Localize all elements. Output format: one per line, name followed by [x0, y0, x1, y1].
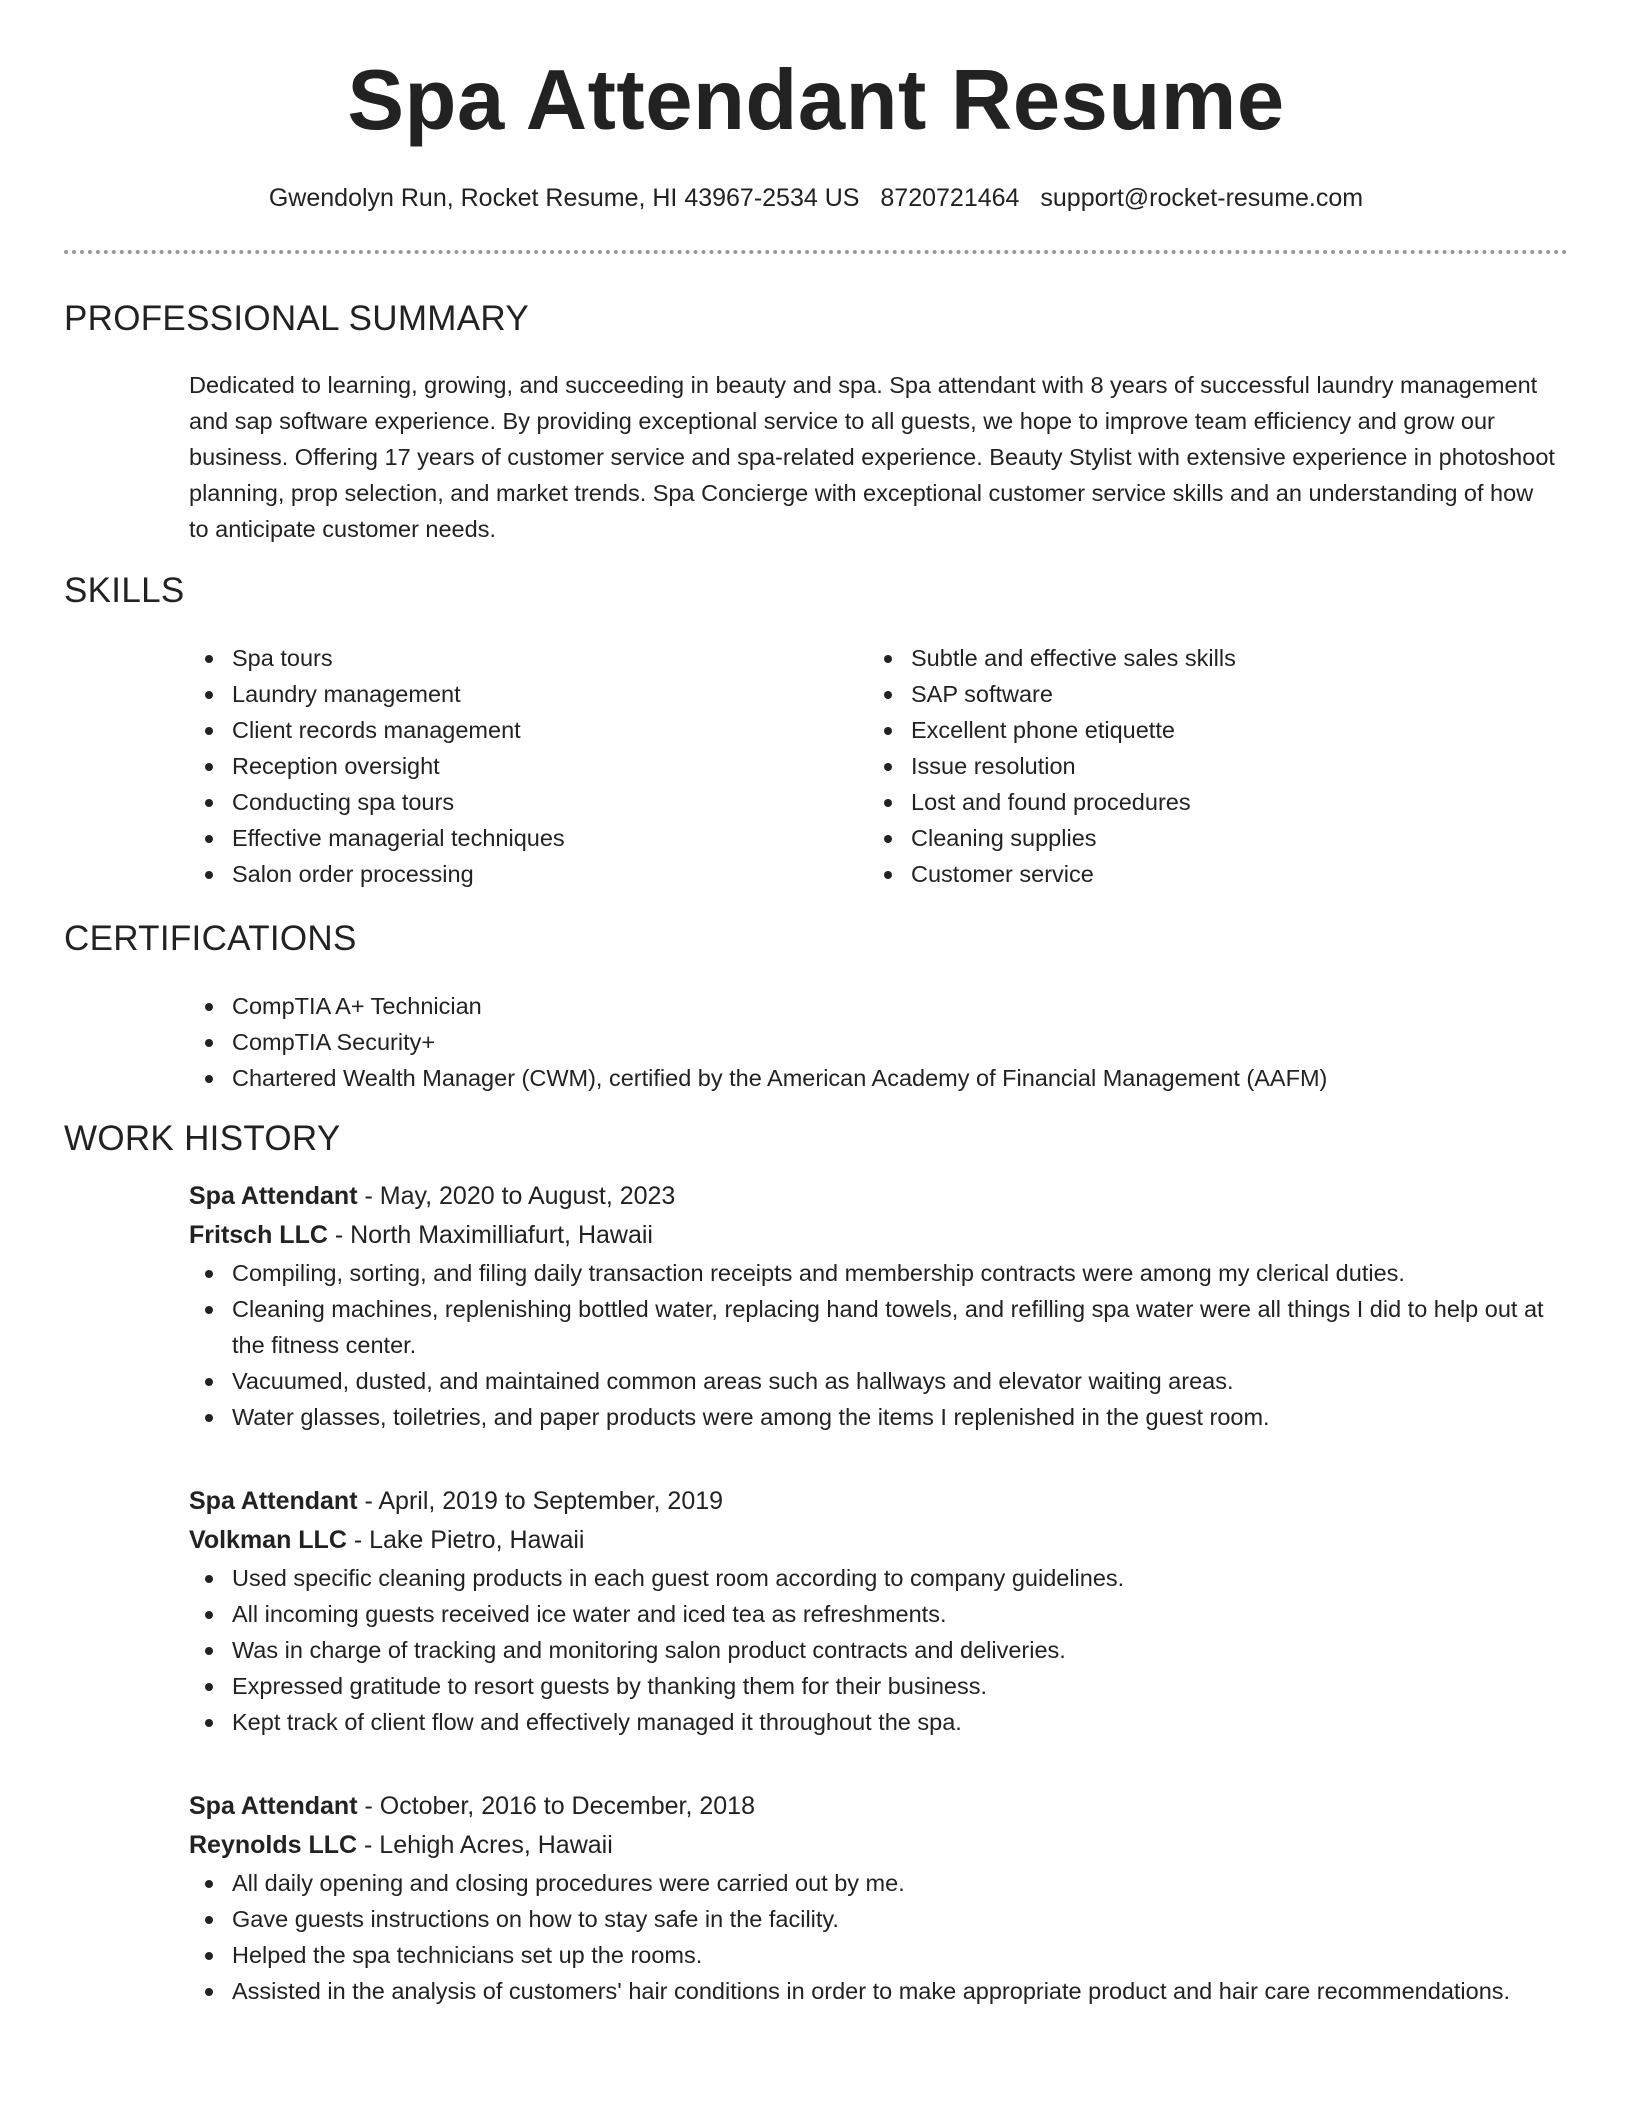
skill-item: Salon order processing	[189, 856, 829, 892]
job-location: - North Maximilliafurt, Hawaii	[327, 1221, 653, 1249]
duty-item: Compiling, sorting, and filing daily transaction receipts and membership contracts were among my clerical duties.	[189, 1255, 1569, 1291]
summary-heading: PROFESSIONAL SUMMARY	[64, 299, 529, 338]
job-title-line	[189, 1787, 1569, 1826]
duty-item: All daily opening and closing procedures were carried out by me.	[189, 1865, 1569, 1901]
skill-item: Client records management	[189, 712, 829, 748]
skills-heading: SKILLS	[64, 571, 185, 610]
skill-item: Lost and found procedures	[868, 784, 1548, 820]
skill-item: Subtle and effective sales skills	[868, 640, 1548, 676]
duty-item: Expressed gratitude to resort guests by thanking them for their business.	[189, 1668, 1569, 1704]
duty-item: Water glasses, toiletries, and paper products were among the items I replenished in the guest room.	[189, 1399, 1569, 1435]
duty-item: Kept track of client flow and effectively managed it throughout the spa.	[189, 1704, 1569, 1740]
job-dates: - October, 2016 to December, 2018	[357, 1792, 755, 1820]
skill-item: Conducting spa tours	[189, 784, 829, 820]
certifications-list	[189, 988, 1569, 1096]
duty-item: All incoming guests received ice water and iced tea as refreshments.	[189, 1596, 1569, 1632]
duty-item: Helped the spa technicians set up the rooms.	[189, 1937, 1569, 1973]
contact-phone: 8720721464	[880, 184, 1020, 212]
skills-list-left	[189, 640, 829, 892]
duty-item: Gave guests instructions on how to stay safe in the facility.	[189, 1901, 1569, 1937]
job-title: Spa Attendant	[189, 1487, 358, 1515]
skill-item: Cleaning supplies	[868, 820, 1548, 856]
job-company-line	[189, 1216, 1569, 1255]
duty-item: Was in charge of tracking and monitoring salon product contracts and deliveries.	[189, 1632, 1569, 1668]
summary-text: Dedicated to learning, growing, and succeeding in beauty and spa. Spa attendant with 8 years of successful laundry management and sap software experience. By providing exceptional service to all guests, we hope to improve team efficiency and grow our business. Offering 17 years of customer service and spa-related experience. Beauty Stylist with extensive experience in photoshoot planning, prop selection, and market trends. Spa Concierge with exceptional customer service skills and an understanding of how to anticipate customer needs.	[189, 372, 1555, 542]
contact-email: support@rocket-resume.com	[1040, 184, 1364, 212]
contact-address: Gwendolyn Run, Rocket Resume, HI 43967-2534 US	[268, 184, 860, 212]
job-company: Volkman LLC	[189, 1526, 347, 1554]
contact-line	[0, 182, 1632, 215]
skill-item: Effective managerial techniques	[189, 820, 829, 856]
certification-item: Chartered Wealth Manager (CWM), certified by the American Academy of Financial Management (AAFM)	[189, 1060, 1569, 1096]
job-location: - Lake Pietro, Hawaii	[346, 1526, 585, 1554]
job-company-line	[189, 1521, 1569, 1560]
work-history-heading: WORK HISTORY	[64, 1119, 341, 1158]
skill-item: SAP software	[868, 676, 1548, 712]
job-entry	[189, 1482, 1569, 1740]
certification-item: CompTIA Security+	[189, 1024, 1569, 1060]
job-company: Reynolds LLC	[189, 1831, 358, 1859]
job-title: Spa Attendant	[189, 1792, 358, 1820]
job-company: Fritsch LLC	[189, 1221, 328, 1249]
duty-item: Vacuumed, dusted, and maintained common areas such as hallways and elevator waiting areas.	[189, 1363, 1569, 1399]
job-dates: - April, 2019 to September, 2019	[357, 1487, 724, 1515]
skills-list-right	[868, 640, 1548, 892]
job-dates: - May, 2020 to August, 2023	[357, 1182, 676, 1210]
job-duties-list	[189, 1255, 1569, 1435]
job-title: Spa Attendant	[189, 1182, 358, 1210]
duty-item: Used specific cleaning products in each guest room according to company guidelines.	[189, 1560, 1569, 1596]
duty-item: Assisted in the analysis of customers' hair conditions in order to make appropriate product and hair care recommendations.	[189, 1973, 1569, 2009]
header-divider	[64, 250, 1568, 254]
job-title-line	[189, 1177, 1569, 1216]
job-duties-list	[189, 1560, 1569, 1740]
page-title: Spa Attendant Resume	[347, 53, 1285, 148]
job-duties-list	[189, 1865, 1569, 2009]
job-entry	[189, 1787, 1569, 2009]
job-location: - Lehigh Acres, Hawaii	[357, 1831, 613, 1859]
skill-item: Issue resolution	[868, 748, 1548, 784]
skill-item: Excellent phone etiquette	[868, 712, 1548, 748]
skill-item: Reception oversight	[189, 748, 829, 784]
certification-item: CompTIA A+ Technician	[189, 988, 1569, 1024]
skill-item: Spa tours	[189, 640, 829, 676]
duty-item: Cleaning machines, replenishing bottled water, replacing hand towels, and refilling spa water were all things I did to help out at the fitness center.	[189, 1291, 1569, 1363]
certifications-heading: CERTIFICATIONS	[64, 919, 357, 958]
job-title-line	[189, 1482, 1569, 1521]
job-company-line	[189, 1826, 1569, 1865]
skill-item: Customer service	[868, 856, 1548, 892]
job-entry	[189, 1177, 1569, 1435]
skill-item: Laundry management	[189, 676, 829, 712]
